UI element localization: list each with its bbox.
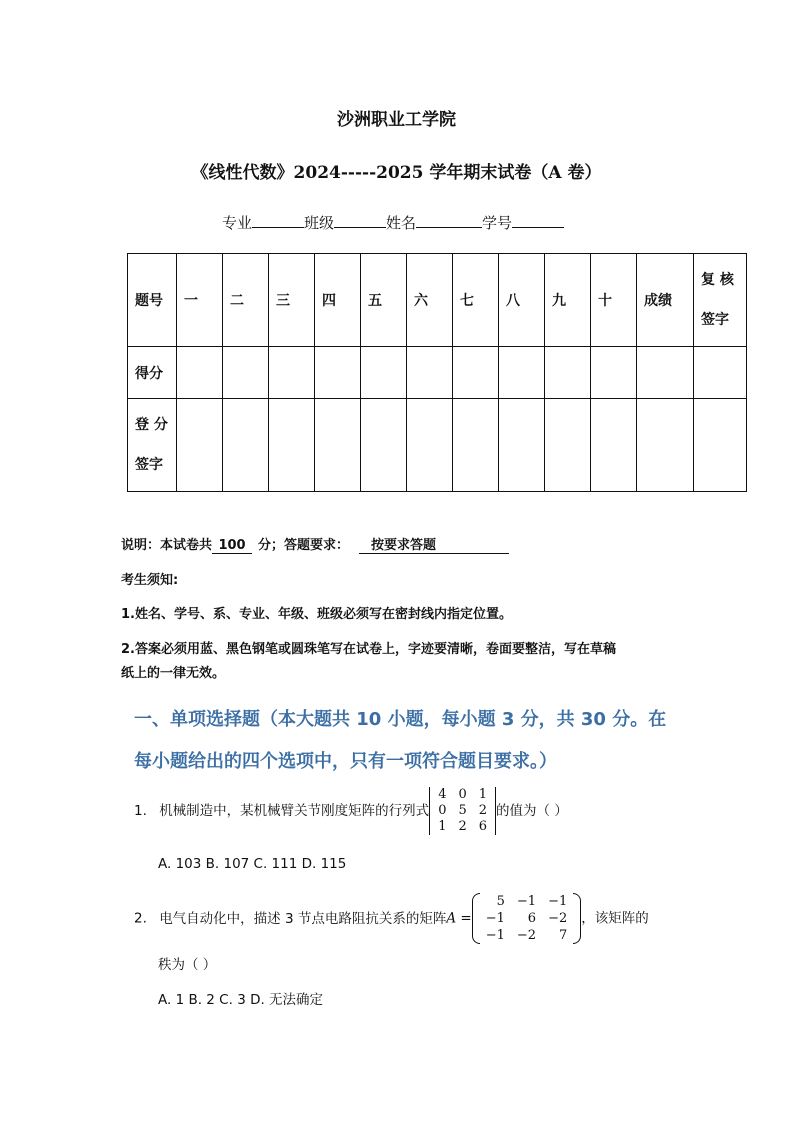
col-header: 八 [499, 254, 545, 347]
sign-cell[interactable] [361, 399, 407, 492]
col-header: 六 [407, 254, 453, 347]
score-cell[interactable] [499, 347, 545, 399]
score-cell[interactable] [269, 347, 315, 399]
notice-item-2-line1: 2.答案必须用蓝、黑色钢笔或圆珠笔写在试卷上，字迹要清晰，卷面要整洁，写在草稿 [121, 642, 616, 657]
col-header: 九 [545, 254, 591, 347]
sign-cell[interactable] [545, 399, 591, 492]
score-cell[interactable] [591, 347, 637, 399]
question-2-line2: 秩为（ ） [158, 957, 217, 973]
col-header: 七 [453, 254, 499, 347]
score-cell[interactable] [453, 347, 499, 399]
sign-cell[interactable] [591, 399, 637, 492]
question-1-options: A. 103 B. 107 C. 111 D. 115 [158, 856, 347, 872]
grader-sign-row-label: 登 分 签字 [128, 399, 177, 492]
question-number-header: 题号 [128, 254, 177, 347]
total-score-header: 成绩 [637, 254, 694, 347]
sign-cell[interactable] [223, 399, 269, 492]
col-header: 三 [269, 254, 315, 347]
sign-cell[interactable] [637, 399, 694, 492]
score-table [127, 253, 747, 492]
question-1: 1. 机械制造中，某机械臂关节刚度矩阵的行列式 4 0 1 0 5 2 1 2 6 的值为（ ） [134, 787, 568, 834]
exam-description: 说明：本试卷共 100 分；答题要求： 按要求答题 [121, 534, 509, 554]
score-cell[interactable] [545, 347, 591, 399]
student-info-line [222, 212, 564, 233]
score-cell[interactable] [637, 347, 694, 399]
determinant: 4 0 1 0 5 2 1 2 6 [429, 787, 496, 835]
col-header: 一 [177, 254, 223, 347]
name-blank[interactable] [416, 212, 482, 228]
school-name: 沙洲职业工学院 [337, 110, 456, 130]
total-score-value: 100 [212, 538, 252, 554]
name-label: 姓名 [386, 214, 417, 232]
major-label: 专业 [222, 214, 253, 232]
score-cell[interactable] [694, 347, 747, 399]
score-row-label: 得分 [128, 347, 177, 399]
col-header: 四 [315, 254, 361, 347]
sign-cell[interactable] [269, 399, 315, 492]
notice-item-2-line2: 纸上的一律无效。 [121, 666, 226, 681]
col-header: 十 [591, 254, 637, 347]
question-2-options: A. 1 B. 2 C. 3 D. 无法确定 [158, 992, 324, 1008]
col-header: 五 [361, 254, 407, 347]
impedance-matrix: 5 −1 −1 −1 6 −2 −1 −2 7 [472, 893, 582, 944]
section-heading-line2: 每小题给出的四个选项中，只有一项符合题目要求。） [134, 751, 557, 772]
sign-cell[interactable] [694, 399, 747, 492]
sign-cell[interactable] [499, 399, 545, 492]
notice-title: 考生须知: [121, 573, 179, 588]
score-cell[interactable] [407, 347, 453, 399]
sign-cell[interactable] [453, 399, 499, 492]
exam-title: 《线性代数》2024-----2025 学年期末试卷（A 卷） [191, 163, 602, 183]
major-blank[interactable] [252, 212, 304, 228]
score-cell[interactable] [315, 347, 361, 399]
score-cell[interactable] [223, 347, 269, 399]
col-header: 二 [223, 254, 269, 347]
sign-cell[interactable] [177, 399, 223, 492]
question-number: 1. [134, 803, 147, 819]
sign-cell[interactable] [315, 399, 361, 492]
notice-item-1: 1.姓名、学号、系、专业、年级、班级必须写在密封线内指定位置。 [121, 607, 512, 622]
answer-requirement: 按要求答题 [359, 534, 509, 554]
score-cell[interactable] [177, 347, 223, 399]
student-id-label: 学号 [482, 214, 513, 232]
question-number: 2. [134, 910, 147, 927]
question-2: 2. 电气自动化中，描述 3 节点电路阻抗关系的矩阵A = 5 −1 −1 −1 6 −2 −1 −2 7 ，该矩阵的 [134, 894, 649, 943]
class-blank[interactable] [334, 212, 386, 228]
student-id-blank[interactable] [512, 212, 564, 228]
class-label: 班级 [304, 214, 335, 232]
review-sign-header: 复 核 签字 [694, 254, 747, 347]
sign-cell[interactable] [407, 399, 453, 492]
section-heading-line1: 一、单项选择题（本大题共 10 小题，每小题 3 分，共 30 分。在 [134, 709, 667, 730]
score-cell[interactable] [361, 347, 407, 399]
